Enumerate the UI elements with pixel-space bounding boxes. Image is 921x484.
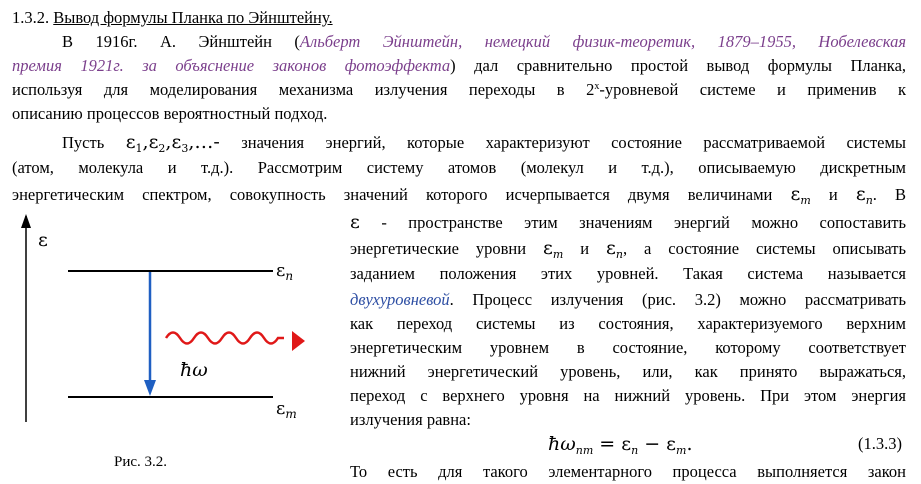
right-line2 (350, 236, 906, 261)
right-line10 (350, 460, 906, 484)
and-word: и (580, 239, 590, 258)
right-line1 (350, 210, 906, 235)
para1-text: используя для моделирования механизма излучения переходы в 2 (12, 80, 595, 99)
epsilon-m: $\varepsilon_m$ (790, 183, 811, 207)
section-title: Вывод формулы Планка по Эйнштейну. (53, 8, 333, 27)
right-text: переход с верхнего уровня на нижний уровень. При этом энергия (350, 386, 906, 405)
transition-arrowhead-icon (144, 380, 156, 396)
right-text: заданием положения этих уровней. Такая система называется (350, 264, 906, 283)
right-line5 (350, 312, 906, 336)
para1-text: ) дал сравнительно простой вывод формулы Планка, (450, 56, 907, 75)
axis-arrowhead-icon (21, 214, 31, 228)
epsilon-space-symbol: ε (350, 211, 360, 233)
para2-line2 (12, 156, 906, 180)
einstein-note-cont: премия 1921г. за объяснение законов фотоэффекта (12, 56, 451, 75)
equation-planck-energy: $ħ\omega_{nm} = \varepsilon_n - \varepsilon_m$. (548, 433, 693, 457)
and-word: и (828, 185, 838, 204)
right-line3 (350, 262, 906, 286)
figure-caption: Рис. 3.2. (114, 454, 168, 470)
photon-energy-label: ħω (180, 359, 208, 381)
epsilon-m: $\varepsilon_m$ (543, 237, 564, 261)
upper-level-label: $\varepsilon_n$ (276, 260, 294, 283)
para1-text: описанию процессов вероятностный подход. (12, 104, 328, 123)
right-text: излучения равна: (350, 410, 471, 429)
right-line8 (350, 384, 906, 408)
section-heading (12, 6, 333, 30)
equation-number: (1.3.3) (858, 434, 902, 453)
para2-text: значения энергий, которые характеризуют состояние рассматриваемой системы (241, 133, 907, 152)
right-line6 (350, 336, 906, 360)
right-line7 (350, 360, 906, 384)
epsilon-sequence: $\varepsilon_1,\varepsilon_2,\varepsilon_3,\dots-$ (125, 131, 220, 155)
para1-text: -уровневой системе и применив к (599, 80, 906, 99)
para1-line2 (12, 54, 906, 78)
energy-level-diagram (0, 200, 340, 483)
photon-arrowhead-icon (292, 331, 305, 351)
para1-text: В 1916г. А. Эйнштейн ( (62, 32, 300, 51)
lower-level-label: $\varepsilon_m$ (276, 398, 297, 421)
right-text: нижний энергетический уровень, или, как принято выражаться, (350, 362, 906, 381)
right-text: как переход системы из состояния, характеризуемого верхним (350, 314, 906, 333)
para1-line1 (62, 30, 906, 54)
hbar-omega: ħω (548, 433, 576, 455)
section-number: 1.3.2. (12, 8, 50, 27)
right-text: энергетические уровни (350, 239, 527, 258)
right-line4 (350, 288, 906, 312)
superscript-x: х (594, 81, 600, 92)
two-level-term-link[interactable]: двухуровневой (350, 290, 450, 309)
einstein-note: Альберт Эйнштейн, немецкий физик-теоретик, 1879–1955, Нобелевская (299, 32, 907, 51)
para1-line3 (12, 78, 906, 102)
para2-text: Пусть (62, 133, 105, 152)
axis-label: ε (38, 229, 48, 251)
para2-text: . В (872, 185, 907, 204)
para1-line4 (12, 102, 327, 126)
photon-wave (166, 333, 284, 344)
epsilon-n: $\varepsilon_n$ (606, 237, 623, 261)
right-line9 (350, 408, 471, 432)
right-text: - пространстве этим значениям энергий можно сопоставить (381, 213, 907, 232)
para2-text: энергетическим спектром, совокупность значений которого исчерпывается двумя величинами (12, 185, 773, 204)
para2-line1 (62, 130, 906, 155)
right-text: энергетическим уровнем в состояние, которому соответствует (350, 338, 906, 357)
right-text: То есть для такого элементарного процесса выполняется закон (350, 462, 906, 481)
para2-text: (атом, молекула и т.д.). Рассмотрим систему атомов (молекул и т.д.), описываемую дискретным (12, 158, 906, 177)
right-text: . Процесс излучения (рис. 3.2) можно рассматривать (449, 290, 906, 309)
right-text: , а состояние системы описывать (622, 239, 906, 258)
epsilon-n: $\varepsilon_n$ (855, 183, 873, 207)
